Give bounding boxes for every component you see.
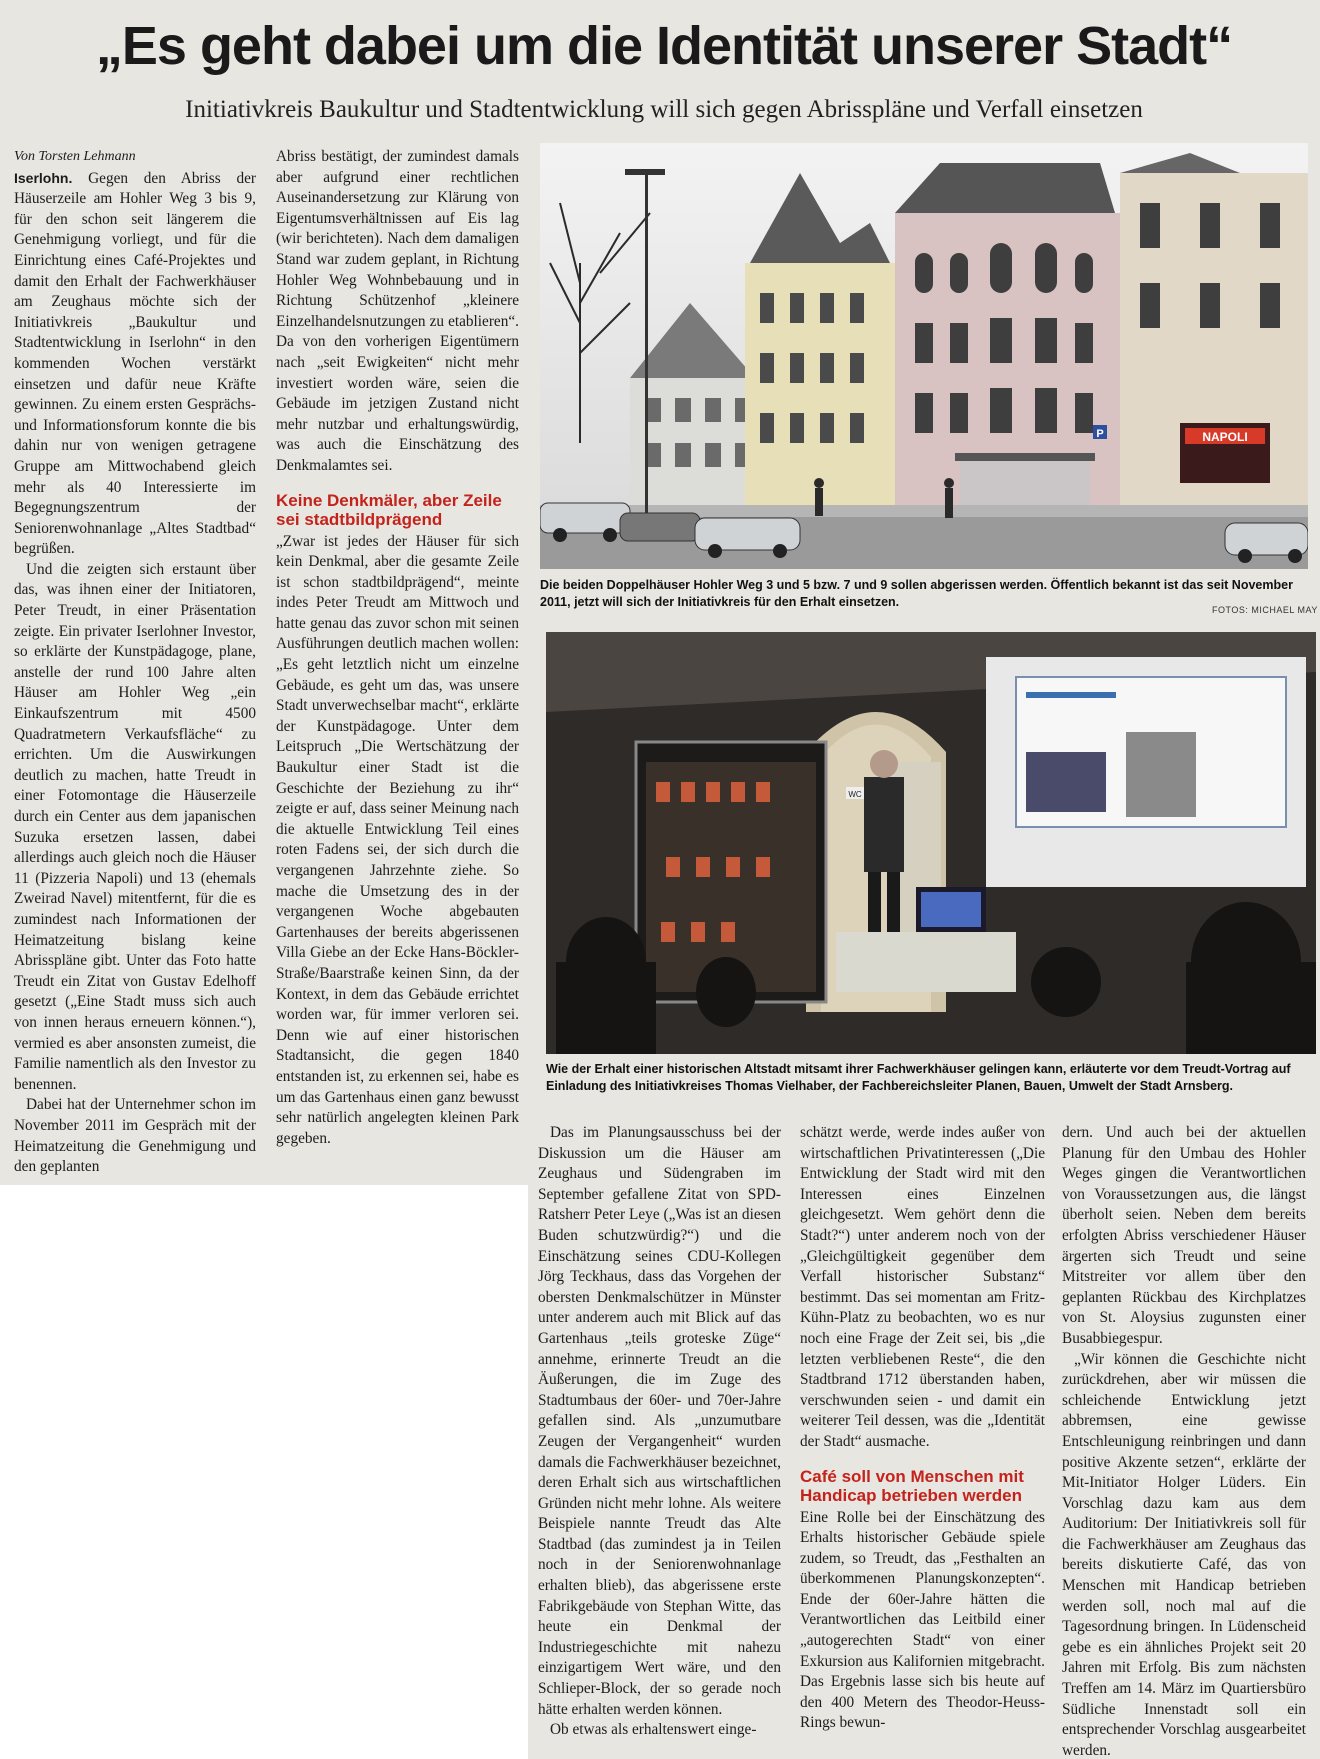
article-column-1 [14, 147, 256, 1180]
article-column-5 [1062, 1123, 1306, 1759]
street-scene-illustration [540, 143, 1308, 569]
paragraph: Abriss bestätigt, der zumindest damals aber aufgrund einer rechtlichen Auseinandersetzung zur Klärung von Eigentumsverhältnissen auf Eis lag (wir berichteten). Nach dem damaligen Stand war zudem geplant, in Richtung Hohler Weg Wohnbebauung und in Richtung Schützenhof „kleinere Einzelhandelsnutzungen zu etablieren“. Da von den vorherigen Eigentümern nach „seit Ewigkeiten“ nicht mehr investiert worden wäre, seien die Gebäude im jetzigen Zustand nicht mehr nutzbar und erhaltungswürdig, was auch die Einschätzung des Denkmalamtes sei. [276, 148, 519, 474]
headline: „Es geht dabei um die Identität unserer Stadt“ [95, 16, 1233, 76]
paragraph: dern. Und auch bei der aktuellen Planung für den Umbau des Hohler Weges gingen die Verantwortlichen von Voraussetzungen aus, die längst überholt seien. Neben dem bereits erfolgten Abriss verschiedener Häuser ärgerten sich Treudt und seine Mitstreiter vor allem über den geplanten Rückbau des Kirchplatzes von St. Aloysius zugunsten einer Busabbiegespur. [1062, 1124, 1306, 1347]
paragraph: Und die zeigten sich erstaunt über das, was ihnen einer der Initiatoren, Peter Treudt, in einer Präsentation zeigte. Ein privater Iserlohner Investor, so erklärte der Kunstpädagoge, plane, anstelle der rund 100 Jahre alten Häuser am Hohler Weg „ein Einkaufszentrum mit 4500 Quadratmetern Verkaufsfläche“ zu errichten. Um die Auswirkungen deutlich zu machen, hatte Treudt in einer Fotomontage die Häuserzeile durch ein Center aus dem japanischen Suzuka ersetzen lassen, dabei allerdings auch gleich noch die Häuser 11 (Pizzeria Napoli) und 13 (ehemals Zweirad Navel) mitentfernt, für die es zumindest nach Informationen der Heimatzeitung bislang keine Abrisspläne gibt. Unter das Foto hatte Treudt ein Zitat von Gustav Edelhoff gesetzt („Eine Stadt muss sich auch von innen heraus erneuern können.“), vermied es aber ansonsten zumeist, die Familie namentlich als den Investor zu benennen. [14, 560, 256, 1093]
photo-street-houses [540, 143, 1308, 569]
paragraph: Ob etwas als erhaltenswert einge- [550, 1721, 757, 1739]
paragraph: „Zwar ist jedes der Häuser für sich kein Denkmal, aber die gesamte Zeile ist schon stadtbildprägend“, meinte indes Peter Treudt am Mittwoch und hatte genau das zuvor schon mit seinen Ausführungen deutlich machen wollen: „Es geht letztlich nicht um einzelne Gebäude, es geht um das, was unsere Stadt unverwechselbar macht“, erklärte der Kunstpädagoge. Unter dem Leitspruch „Die Wertschätzung der Baukultur einer Stadt ist die Geschichte der Beziehung zu ihr“ zeigte er auf, dass seiner Meinung nach die aktuelle Entwicklung Teil eines roten Fadens sei, der sich durch die vergangenen Jahrzehnte ziehe. So mache die Umsetzung des in der vergangenen Woche abgebauten Gartenhauses der bereits abgerissenen Villa Giebe an der Ecke Hans-Böckler-Straße/Baarstraße keinen Sinn, da der Kontext, in dem das Gebäude errichtet worden war, für immer verloren sei. Denn wie auf einer historischen Stadtansicht, die gegen 1840 entstanden ist, zu erkennen sei, habe es um das Gartenhaus einen ganz bewusst sehr natürlich angelegten kleinen Park gegeben. [276, 532, 519, 1147]
paragraph: schätzt werde, werde indes außer von wirtschaftlichen Privatinteressen („Die Entwicklung der Stadt wird mit den Interessen eines Einzelnen gleichgesetzt. Wem gehört denn die Stadt?“) unter anderem noch von der „Gleichgültigkeit gegenüber dem Verfall historischer Substanz“ bestimmt. Das sei momentan am Fritz-Kühn-Platz zu beobachten, wo es nur noch eine Frage der Zeit sei, bis „die letzten verbliebenen Reste“, die den Stadtbrand 1712 überstanden haben, verschwunden seien - und damit ein weiterer Teil dessen, was die „Identität der Stadt“ ausmache. [800, 1124, 1045, 1450]
parking-sign: P [1096, 428, 1104, 440]
presentation-scene-illustration [546, 632, 1316, 1054]
article-column-3 [538, 1123, 781, 1759]
subheadline: Initiativkreis Baukultur und Stadtentwicklung will sich gegen Abrisspläne und Verfall einsetzen [185, 96, 1143, 123]
paragraph: „Wir können die Geschichte nicht zurückdrehen, aber wir müssen die schleichende Entwicklung jetzt abbremsen, eine gewisse Entschleunigung reinbringen und dann positive Akzente setzen“, erklärte der Mit-Initiator Holger Lüders. Ein Vorschlag dazu kam aus dem Auditorium: Der Initiativkreis soll für die Fachwerkhäuser am Zeughaus das bereits diskutierte Café, das von Menschen mit Handicap betrieben werden soll, noch mal auf die Tagesordnung bringen. In Lüdenscheid gebe es ein ähnliches Projekt seit 20 Jahren mit Erfolg. Bis zum nächsten Treffen am 14. März im Quartiersbüro Südliche Innenstadt soll ein entsprechender Vorschlag ausgearbeitet werden. [1062, 1350, 1306, 1759]
dateline: Iserlohn. [14, 169, 73, 186]
article-column-2 [276, 147, 519, 1180]
photo-credit: FOTOS: MICHAEL MAY [1212, 605, 1318, 615]
paragraph: Dabei hat der Unternehmer schon im November 2011 im Gespräch mit der Heimatzeitung die Genehmigung und den geplanten [14, 1096, 256, 1176]
paragraph-text: Gegen den Abriss der Häuserzeile am Hohler Weg 3 bis 9, für den schon seit längerem die Genehmigung vorliegt, und für die Einrichtung eines Café-Projektes und damit den Erhalt der Fachwerkhäuser am Zeughaus möchte sich der Initiativkreis „Baukultur und Stadtentwicklung in Iserlohn“ in den kommenden Wochen verstärkt einsetzen und dafür neue Kräfte gewinnen. Zu einem ersten Gesprächs- und Informationsforum konnte die bis dahin nur von wenigen getragene Gruppe am Mittwochabend gleich mehr als 40 Interessierte im Begegnungszentrum der Seniorenwohnanlage „Altes Stadtbad“ begrüßen. [14, 169, 256, 558]
wc-sign: WC [848, 790, 862, 799]
subheading-cafe: Café soll von Menschen mit Handicap betrieben werden [800, 1466, 1024, 1505]
article-column-4 [800, 1123, 1045, 1759]
photo-presentation [546, 632, 1316, 1054]
paragraph: Das im Planungsausschuss bei der Diskussion um die Häuser am Zeughaus und Südengraben im September gefallene Zitat von SPD-Ratsherr Peter Leye („Was ist an diesen Buden schutzwürdig?“) und die Einschätzung seines CDU-Kollegen Jörg Teckhaus, dass das Vorgehen der obersten Denkmalschützer in Münster unter anderem auch mit Blick auf das Gartenhaus „teils groteske Züge“ annehme, erinnerte Treudt an die Äußerungen, die im Zuge des Stadtumbaus der 60er- und 70er-Jahre gefallen sind. Als „unzumutbare Zeugen der Vergangenheit“ wurden damals die Fachwerkhäuser bezeichnet, deren Erhalt sich aus wirtschaftlichen Gründen nicht mehr lohne. Als weitere Beispiele nannte Treudt das Alte Stadtbad (das zumindest ja in Teilen noch in der Seniorenwohnanlage erhalten blieb), das abgerissene erste Fabrikgebäude von Stephan Witte, das heute ein Denkmal der Industriegeschichte mit nahezu einzigartigem Wert wäre, und den Schlieper-Block, der so gerade noch hätte erhalten werden können. [538, 1124, 781, 1718]
paragraph [14, 168, 256, 560]
photo-presentation-caption: Wie der Erhalt einer historischen Altstadt mitsamt ihrer Fachwerkhäuser gelingen kann, erläuterte vor dem Treudt-Vortrag auf Einladung des Initiativkreises Thomas Vielhaber, der Fachbereichsleiter Planen, Bauen, Umwelt der Stadt Arnsberg. [546, 1062, 1291, 1093]
photo-street-caption: Die beiden Doppelhäuser Hohler Weg 3 und 5 bzw. 7 und 9 sollen abgerissen werden. Öffentlich bekannt ist das seit November 2011, jetzt will sich der Initiativkreis für den Erhalt einsetzen. [540, 578, 1293, 609]
byline: Von Torsten Lehmann [14, 149, 136, 164]
subheading-no-monuments: Keine Denkmäler, aber Zeile sei stadtbildprägend [276, 490, 502, 529]
napoli-sign: NAPOLI [1202, 430, 1248, 444]
paragraph: Eine Rolle bei der Einschätzung des Erhalts historischer Gebäude spiele zudem, so Treudt, das „Festhalten an überkommenen Planungskonzepten“. Ende der 60er-Jahre hätten die Verantwortlichen das Leitbild einer „autogerechten Stadt“ von einer Exkursion aus Kalifornien mitgebracht. Das Ergebnis lasse sich bis heute auf den 400 Metern des Theodor-Heuss-Rings bewun- [800, 1508, 1045, 1732]
